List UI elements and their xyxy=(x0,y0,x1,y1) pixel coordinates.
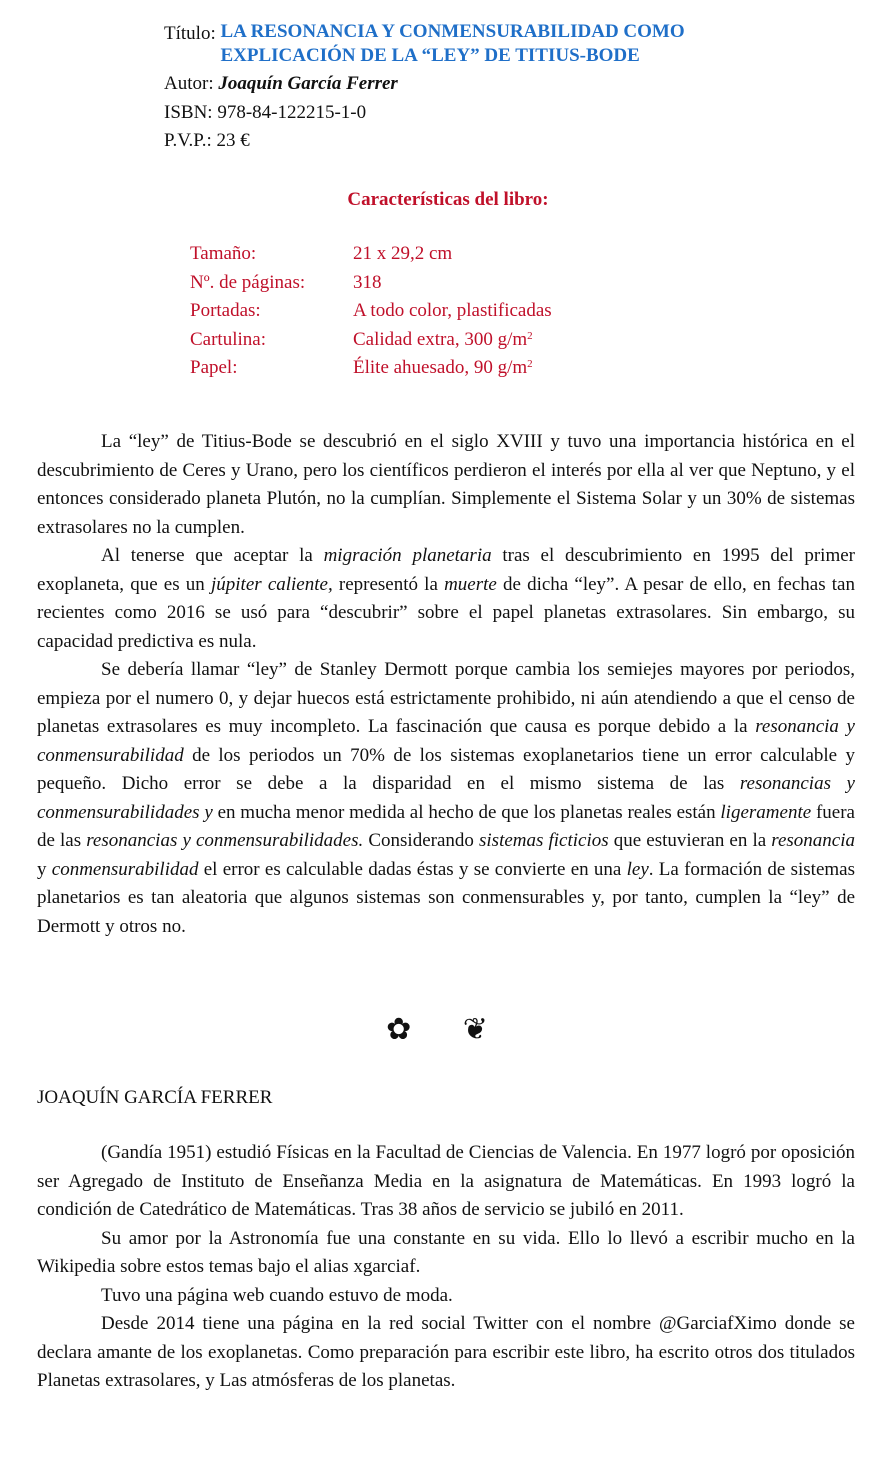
feature-value: A todo color, plastificadas xyxy=(353,300,552,321)
italic-run: júpiter caliente, xyxy=(210,573,333,595)
feature-row-covers xyxy=(190,297,552,326)
superscript: 2 xyxy=(527,329,533,342)
feature-row-cardstock xyxy=(190,326,552,355)
feature-key: Cartulina: xyxy=(190,328,266,350)
italic-run: sistemas ficticios xyxy=(479,830,609,851)
text-run: que estuvieran en la xyxy=(608,830,772,851)
title-label: Título: xyxy=(164,23,221,44)
italic-run: ligeramente xyxy=(720,801,812,823)
feature-value: 318 xyxy=(353,271,382,293)
text-run: de los periodos un 70% de los sistemas exoplanetarios tiene un error calculable y pequeño. Dicho error se debe a la disparidad en el mismo sistema de las xyxy=(37,744,855,794)
book-metadata xyxy=(164,20,864,156)
italic-run: resonancia xyxy=(771,830,855,851)
text-run: fuera de las xyxy=(37,801,855,851)
superscript: 2 xyxy=(527,358,533,370)
bio-paragraph-1: (Gandía 1951) estudió Físicas en la Facultad de Ciencias de Valencia. En 1977 logró por oposición ser Agregado de Instituto de Enseñanza Media en la asignatura de Matemáticas. En 1993 logró la condición de Catedrático de Matemáticas. Tras 38 años de servicio se jubiló en 2011. xyxy=(37,1142,855,1220)
feature-value-wrap xyxy=(353,354,533,383)
price-row xyxy=(164,127,864,156)
author-label: Autor: xyxy=(164,73,219,94)
description-paragraph-2 xyxy=(37,542,855,656)
ornament-divider-icon: ✿ ❦ xyxy=(386,1013,510,1046)
text-run: representó la xyxy=(332,573,445,595)
text-run: de dicha “ley”. A pesar de ello, en fechas tan recientes como 2016 se usó para “descubrir” sobre el papel planetas extrasolares. Sin embargo, su capacidad predictiva es nula. xyxy=(37,573,855,652)
author-heading: JOAQUÍN GARCÍA FERRER xyxy=(37,1087,273,1108)
description-paragraph-1: La “ley” de Titius-Bode se descubrió en el siglo XVIII y tuvo una importancia histórica en el descubrimiento de Ceres y Urano, pero los científicos perdieron el interés por ella al ver que Neptuno, y el entonces considerado planeta Plutón, no la cumplían. Simplemente el Sistema Solar y un 30% de sistemas extrasolares no la cumplen. xyxy=(37,431,855,538)
title-row xyxy=(164,20,864,68)
book-title xyxy=(220,20,684,68)
italic-run: ley xyxy=(626,858,649,880)
bio-paragraph-3: Tuvo una página web cuando estuvo de moda. xyxy=(101,1284,453,1306)
italic-run: conmensurabilidad xyxy=(51,858,199,880)
isbn-value: 978-84-122215-1-0 xyxy=(217,101,367,123)
feature-value: 21 x 29,2 cm xyxy=(353,243,453,264)
author-row xyxy=(164,70,864,99)
features-list xyxy=(190,240,552,383)
text-run: en mucha menor medida al hecho de que los planetas reales están xyxy=(212,801,721,823)
book-title-line1: LA RESONANCIA Y CONMENSURABILIDAD COMO xyxy=(220,21,685,42)
book-title-line2: EXPLICACIÓN DE LA “LEY” DE TITIUS-BODE xyxy=(220,45,640,66)
italic-run: migración planetaria xyxy=(323,545,492,566)
bio-paragraph-2: Su amor por la Astronomía fue una constante en su vida. Ello lo llevó a escribir mucho en la Wikipedia sobre estos temas bajo el alias xgarciaf. xyxy=(37,1227,855,1277)
feature-key: Nº. de páginas: xyxy=(190,271,306,293)
text-run: tras el descubrimiento en 1995 del primer exoplaneta, que es un xyxy=(37,545,855,595)
bio-paragraph-4: Desde 2014 tiene una página en la red social Twitter con el nombre @GarciafXimo donde se declara amante de los exoplanetas. Como preparación para escribir este libro, ha escrito otros dos titulados Planetas extrasolares, y Las atmósferas de los planetas. xyxy=(37,1313,855,1391)
author-bio xyxy=(37,1139,855,1396)
text-run: Se debería llamar “ley” de Stanley Dermott porque cambia los semiejes mayores por periodos, empieza por el numero 0, y dejar huecos está estrictamente prohibido, ni aún atendiendo a que el censo de planetas extrasolares es muy incompleto. La fascinación que causa es porque debido a la xyxy=(37,659,855,737)
features-heading: Características del libro: xyxy=(347,189,549,210)
book-description xyxy=(37,428,855,941)
feature-row-pages xyxy=(190,269,552,298)
feature-value-wrap xyxy=(353,326,533,355)
isbn-row xyxy=(164,99,864,128)
feature-row-size xyxy=(190,240,552,269)
feature-key: Papel: xyxy=(190,357,238,378)
feature-row-paper xyxy=(190,354,552,383)
italic-run: resonancia y conmensurabilidad xyxy=(37,716,855,766)
feature-key: Portadas: xyxy=(190,300,261,321)
feature-key: Tamaño: xyxy=(190,243,257,264)
text-run: el error es calculable dadas éstas y se convierte en una xyxy=(198,858,627,880)
italic-run: resonancias y conmensurabilidades y xyxy=(37,773,855,823)
feature-value: Élite ahuesado, 90 g/m xyxy=(353,357,528,378)
description-paragraph-3 xyxy=(37,656,855,941)
feature-value: Calidad extra, 300 g/m xyxy=(353,328,528,350)
text-run: Considerando xyxy=(363,830,479,851)
price-label: P.V.P.: xyxy=(164,130,217,151)
text-run: Al tenerse que aceptar la xyxy=(101,545,324,566)
italic-run: resonancias y conmensurabilidades. xyxy=(86,830,364,851)
italic-run: muerte xyxy=(444,573,497,595)
text-run: y xyxy=(37,858,52,880)
price-value: 23 € xyxy=(216,130,250,151)
text-run: . La formación de sistemas planetarios es tan aleatoria que algunos sistemas son conmensurables y, por tanto, cumplen la “ley” de Dermott y otros no. xyxy=(37,858,856,937)
isbn-label: ISBN: xyxy=(164,101,218,123)
author-name: Joaquín García Ferrer xyxy=(218,73,398,94)
